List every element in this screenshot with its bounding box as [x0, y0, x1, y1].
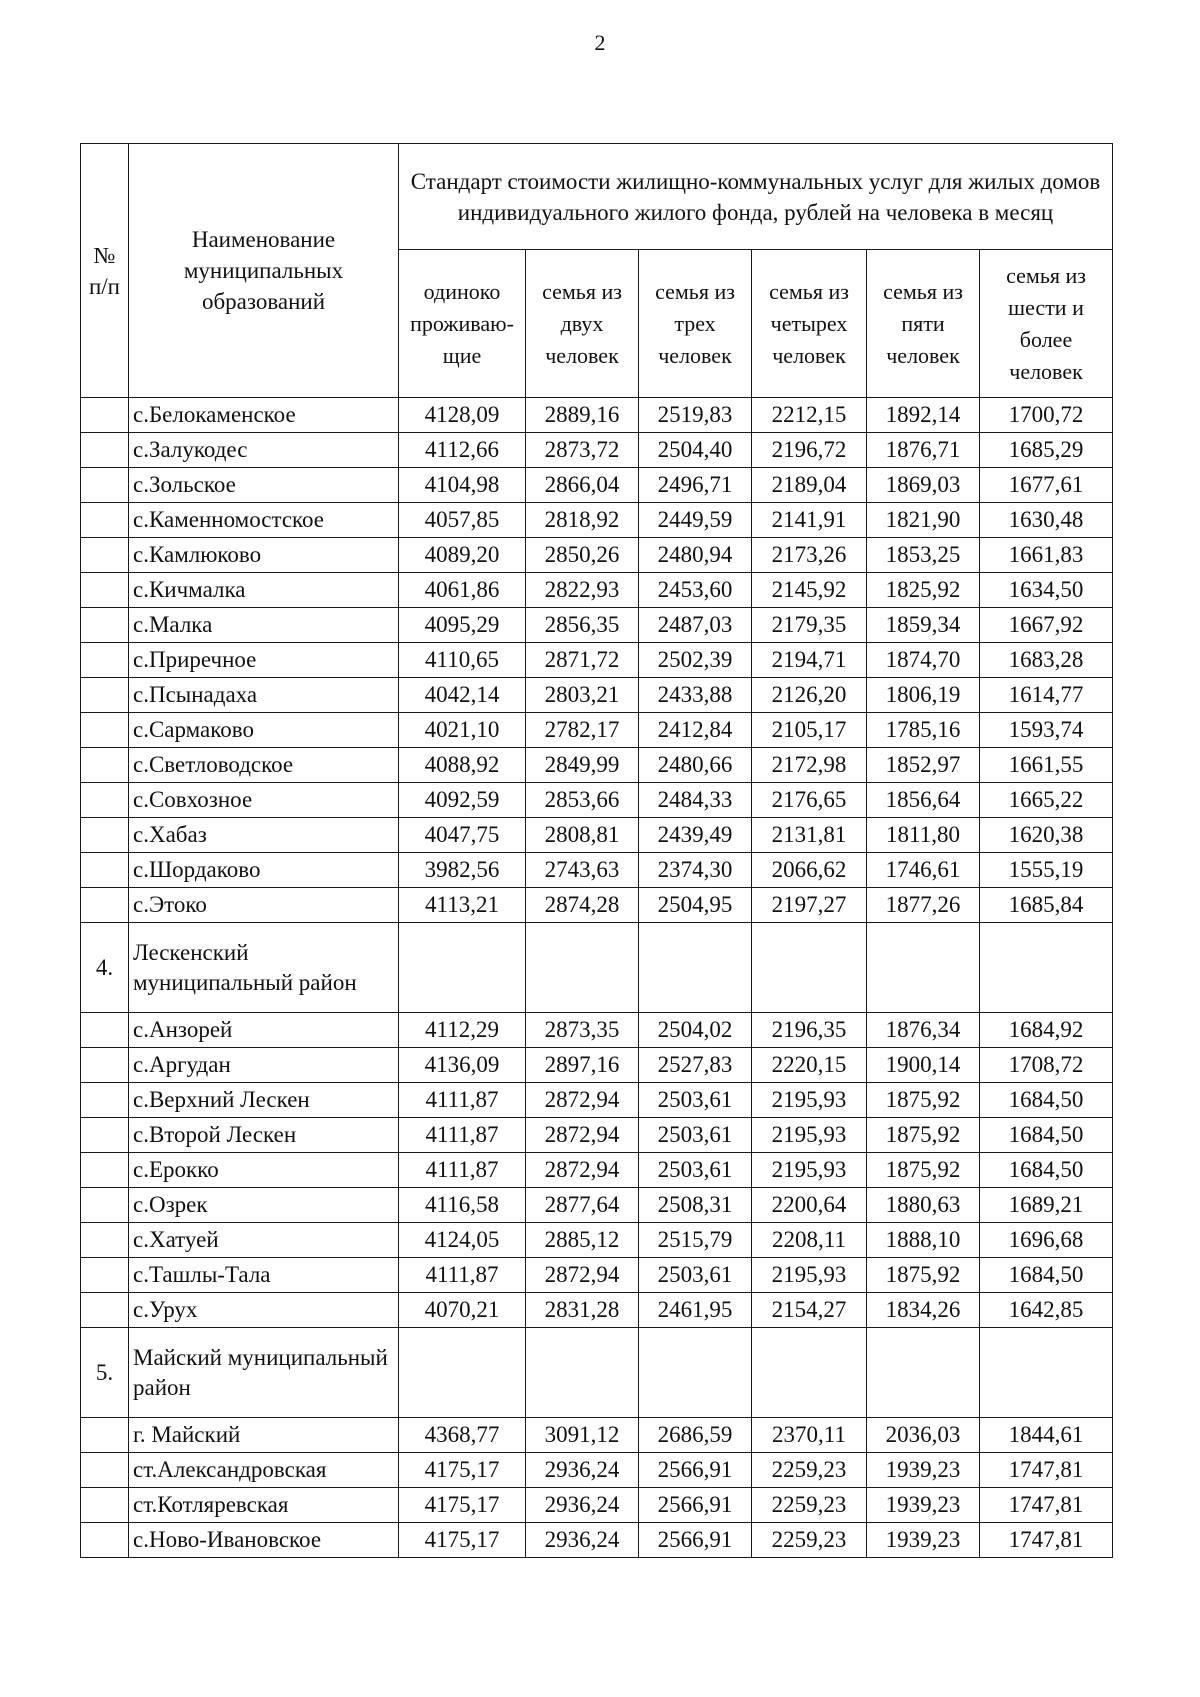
value-cell: 2566,91 [639, 1488, 752, 1523]
value-cell: 2872,94 [526, 1118, 639, 1153]
value-cell: 2504,95 [639, 888, 752, 923]
sub-header-family-4: семья из четырех человек [752, 250, 867, 398]
table-row [81, 433, 1113, 468]
value-cell: 2439,49 [639, 818, 752, 853]
value-cell: 2480,66 [639, 748, 752, 783]
table-row [81, 1223, 1113, 1258]
value-cell: 1900,14 [867, 1048, 980, 1083]
value-cell: 2212,15 [752, 398, 867, 433]
settlement-name-cell: ст.Александровская [129, 1453, 399, 1488]
value-cell: 4021,10 [399, 713, 526, 748]
value-cell [752, 1328, 867, 1418]
value-cell: 4113,21 [399, 888, 526, 923]
settlement-name-cell: с.Шордаково [129, 853, 399, 888]
row-number-cell [81, 398, 129, 433]
table-row [81, 1418, 1113, 1453]
value-cell: 1684,50 [980, 1258, 1113, 1293]
row-number-cell [81, 573, 129, 608]
value-cell: 2519,83 [639, 398, 752, 433]
value-cell [980, 1328, 1113, 1418]
value-cell: 4112,29 [399, 1013, 526, 1048]
value-cell: 1875,92 [867, 1083, 980, 1118]
row-number-cell [81, 1453, 129, 1488]
value-cell: 1614,77 [980, 678, 1113, 713]
value-cell: 1939,23 [867, 1523, 980, 1558]
table-row [81, 1153, 1113, 1188]
table-row [81, 573, 1113, 608]
settlement-name-cell: с.Малка [129, 608, 399, 643]
value-cell: 2196,35 [752, 1013, 867, 1048]
value-cell: 2220,15 [752, 1048, 867, 1083]
value-cell: 2496,71 [639, 468, 752, 503]
value-cell: 2461,95 [639, 1293, 752, 1328]
value-cell: 1747,81 [980, 1523, 1113, 1558]
value-cell: 2200,64 [752, 1188, 867, 1223]
value-cell [639, 1328, 752, 1418]
value-cell: 2936,24 [526, 1488, 639, 1523]
settlement-name-cell: с.Хабаз [129, 818, 399, 853]
settlement-name-cell: с.Приречное [129, 643, 399, 678]
value-cell: 1684,50 [980, 1118, 1113, 1153]
value-cell: 2866,04 [526, 468, 639, 503]
table-row [81, 1488, 1113, 1523]
table-row [81, 818, 1113, 853]
value-cell: 1685,84 [980, 888, 1113, 923]
table-row [81, 1258, 1113, 1293]
value-cell: 1821,90 [867, 503, 980, 538]
value-cell: 2259,23 [752, 1488, 867, 1523]
table-row [81, 888, 1113, 923]
value-cell: 2484,33 [639, 783, 752, 818]
value-cell: 4104,98 [399, 468, 526, 503]
value-cell: 2872,94 [526, 1083, 639, 1118]
table-row [81, 608, 1113, 643]
value-cell: 2208,11 [752, 1223, 867, 1258]
value-cell: 1630,48 [980, 503, 1113, 538]
value-cell: 2856,35 [526, 608, 639, 643]
table-row [81, 748, 1113, 783]
value-cell: 1875,92 [867, 1258, 980, 1293]
value-cell: 1874,70 [867, 643, 980, 678]
row-number-cell [81, 678, 129, 713]
value-cell: 1696,68 [980, 1223, 1113, 1258]
value-cell: 2885,12 [526, 1223, 639, 1258]
district-name-cell: Майский муниципальный район [129, 1328, 399, 1418]
value-cell: 1888,10 [867, 1223, 980, 1258]
value-cell [867, 923, 980, 1013]
value-cell: 1939,23 [867, 1488, 980, 1523]
value-cell: 4110,65 [399, 643, 526, 678]
cost-standard-header: Стандарт стоимости жилищно-коммунальных услуг для жилых домов индивидуального жилого фонда, рублей на человека в месяц [399, 144, 1113, 250]
value-cell: 4042,14 [399, 678, 526, 713]
sub-header-family-2: семья из двух человек [526, 250, 639, 398]
value-cell: 2686,59 [639, 1418, 752, 1453]
value-cell: 4175,17 [399, 1488, 526, 1523]
value-cell: 1689,21 [980, 1188, 1113, 1223]
settlement-name-cell: с.Ерокко [129, 1153, 399, 1188]
row-number-cell [81, 1258, 129, 1293]
value-cell: 2874,28 [526, 888, 639, 923]
value-cell: 1785,16 [867, 713, 980, 748]
value-cell: 1806,19 [867, 678, 980, 713]
value-cell: 2449,59 [639, 503, 752, 538]
value-cell: 4175,17 [399, 1523, 526, 1558]
value-cell: 2503,61 [639, 1083, 752, 1118]
row-number-cell [81, 503, 129, 538]
value-cell: 2172,98 [752, 748, 867, 783]
value-cell [399, 1328, 526, 1418]
value-cell: 2871,72 [526, 643, 639, 678]
value-cell: 1620,38 [980, 818, 1113, 853]
row-number-cell [81, 538, 129, 573]
value-cell: 1684,92 [980, 1013, 1113, 1048]
settlement-name-cell: с.Этоко [129, 888, 399, 923]
value-cell: 2822,93 [526, 573, 639, 608]
value-cell: 2176,65 [752, 783, 867, 818]
settlement-name-cell: с.Хатуей [129, 1223, 399, 1258]
value-cell: 4092,59 [399, 783, 526, 818]
row-number-cell [81, 1013, 129, 1048]
row-number-cell [81, 433, 129, 468]
value-cell: 2743,63 [526, 853, 639, 888]
settlement-name-cell: с.Ново-Ивановское [129, 1523, 399, 1558]
value-cell: 1859,34 [867, 608, 980, 643]
settlement-name-cell: с.Сармаково [129, 713, 399, 748]
table-row [81, 1188, 1113, 1223]
value-cell: 2936,24 [526, 1453, 639, 1488]
group-row [81, 923, 1113, 1013]
table-row [81, 1083, 1113, 1118]
value-cell: 2504,02 [639, 1013, 752, 1048]
value-cell [867, 1328, 980, 1418]
value-cell: 2849,99 [526, 748, 639, 783]
value-cell: 2194,71 [752, 643, 867, 678]
value-cell: 1869,03 [867, 468, 980, 503]
value-cell: 2197,27 [752, 888, 867, 923]
value-cell: 4095,29 [399, 608, 526, 643]
row-number-cell [81, 1488, 129, 1523]
value-cell: 2818,92 [526, 503, 639, 538]
value-cell: 3982,56 [399, 853, 526, 888]
value-cell: 2503,61 [639, 1258, 752, 1293]
value-cell: 4111,87 [399, 1083, 526, 1118]
value-cell: 4116,58 [399, 1188, 526, 1223]
value-cell: 2480,94 [639, 538, 752, 573]
value-cell [526, 1328, 639, 1418]
value-cell: 1875,92 [867, 1153, 980, 1188]
value-cell: 2872,94 [526, 1258, 639, 1293]
row-number-cell [81, 783, 129, 818]
value-cell: 2195,93 [752, 1118, 867, 1153]
value-cell: 4047,75 [399, 818, 526, 853]
value-cell: 2873,35 [526, 1013, 639, 1048]
value-cell: 1811,80 [867, 818, 980, 853]
settlement-name-cell: с.Совхозное [129, 783, 399, 818]
table-body [81, 398, 1113, 1558]
value-cell: 4128,09 [399, 398, 526, 433]
value-cell: 1844,61 [980, 1418, 1113, 1453]
row-number-cell [81, 1153, 129, 1188]
value-cell: 1683,28 [980, 643, 1113, 678]
table-row [81, 538, 1113, 573]
value-cell: 4111,87 [399, 1153, 526, 1188]
value-cell: 2433,88 [639, 678, 752, 713]
value-cell: 4089,20 [399, 538, 526, 573]
value-cell: 4368,77 [399, 1418, 526, 1453]
value-cell: 1634,50 [980, 573, 1113, 608]
value-cell: 2502,39 [639, 643, 752, 678]
value-cell: 2189,04 [752, 468, 867, 503]
table-row [81, 503, 1113, 538]
value-cell: 1834,26 [867, 1293, 980, 1328]
value-cell: 1876,34 [867, 1013, 980, 1048]
value-cell: 2503,61 [639, 1153, 752, 1188]
value-cell: 2508,31 [639, 1188, 752, 1223]
row-number-cell [81, 853, 129, 888]
value-cell: 4124,05 [399, 1223, 526, 1258]
value-cell: 2831,28 [526, 1293, 639, 1328]
value-cell: 4057,85 [399, 503, 526, 538]
value-cell: 2803,21 [526, 678, 639, 713]
sub-header-family-6plus: семья из шести и более человек [980, 250, 1113, 398]
table-row [81, 1118, 1113, 1153]
value-cell: 1856,64 [867, 783, 980, 818]
value-cell: 4175,17 [399, 1453, 526, 1488]
table-row [81, 643, 1113, 678]
row-number-cell [81, 888, 129, 923]
value-cell: 2141,91 [752, 503, 867, 538]
table-row [81, 1453, 1113, 1488]
row-number-cell: 5. [81, 1328, 129, 1418]
settlement-name-cell: с.Белокаменское [129, 398, 399, 433]
settlement-name-cell: с.Второй Лескен [129, 1118, 399, 1153]
value-cell: 1939,23 [867, 1453, 980, 1488]
value-cell: 2259,23 [752, 1523, 867, 1558]
value-cell: 1852,97 [867, 748, 980, 783]
settlement-name-cell: ст.Котляревская [129, 1488, 399, 1523]
settlement-name-cell: с.Каменномостское [129, 503, 399, 538]
settlement-name-cell: с.Урух [129, 1293, 399, 1328]
value-cell [526, 923, 639, 1013]
value-cell: 1880,63 [867, 1188, 980, 1223]
value-cell: 2196,72 [752, 433, 867, 468]
value-cell: 2566,91 [639, 1523, 752, 1558]
row-number-cell [81, 818, 129, 853]
value-cell: 2853,66 [526, 783, 639, 818]
sub-header-single: одиноко проживаю-щие [399, 250, 526, 398]
col-num-header: № п/п [81, 144, 129, 398]
value-cell: 1747,81 [980, 1453, 1113, 1488]
value-cell: 2145,92 [752, 573, 867, 608]
value-cell: 2195,93 [752, 1153, 867, 1188]
value-cell: 2173,26 [752, 538, 867, 573]
value-cell: 2412,84 [639, 713, 752, 748]
table-row [81, 783, 1113, 818]
value-cell: 2877,64 [526, 1188, 639, 1223]
settlement-name-cell: с.Псынадаха [129, 678, 399, 713]
row-number-cell [81, 1523, 129, 1558]
value-cell: 4088,92 [399, 748, 526, 783]
value-cell: 1642,85 [980, 1293, 1113, 1328]
value-cell: 2897,16 [526, 1048, 639, 1083]
table-row [81, 468, 1113, 503]
table-row [81, 1293, 1113, 1328]
row-number-cell [81, 1293, 129, 1328]
value-cell: 2873,72 [526, 433, 639, 468]
value-cell: 4111,87 [399, 1118, 526, 1153]
value-cell: 1593,74 [980, 713, 1113, 748]
table-row [81, 1523, 1113, 1558]
value-cell: 2872,94 [526, 1153, 639, 1188]
value-cell: 2126,20 [752, 678, 867, 713]
value-cell: 1700,72 [980, 398, 1113, 433]
row-number-cell [81, 1083, 129, 1118]
value-cell: 1853,25 [867, 538, 980, 573]
row-number-cell [81, 1188, 129, 1223]
col-name-header: Наименование муниципальных образований [129, 144, 399, 398]
value-cell: 4112,66 [399, 433, 526, 468]
value-cell: 1876,71 [867, 433, 980, 468]
value-cell: 1877,26 [867, 888, 980, 923]
page-number: 2 [594, 30, 606, 55]
value-cell: 2527,83 [639, 1048, 752, 1083]
value-cell: 2105,17 [752, 713, 867, 748]
table-row [81, 1048, 1113, 1083]
table-row [81, 398, 1113, 433]
value-cell: 4111,87 [399, 1258, 526, 1293]
row-number-cell [81, 1223, 129, 1258]
value-cell: 4070,21 [399, 1293, 526, 1328]
value-cell: 1747,81 [980, 1488, 1113, 1523]
value-cell [752, 923, 867, 1013]
value-cell: 2259,23 [752, 1453, 867, 1488]
value-cell: 2453,60 [639, 573, 752, 608]
table-row [81, 678, 1113, 713]
value-cell: 2503,61 [639, 1118, 752, 1153]
settlement-name-cell: с.Камлюково [129, 538, 399, 573]
sub-header-family-5: семья из пяти человек [867, 250, 980, 398]
value-cell: 1684,50 [980, 1083, 1113, 1118]
sub-header-family-3: семья из трех человек [639, 250, 752, 398]
group-row [81, 1328, 1113, 1418]
row-number-cell [81, 1048, 129, 1083]
value-cell: 1875,92 [867, 1118, 980, 1153]
value-cell: 2808,81 [526, 818, 639, 853]
value-cell: 2566,91 [639, 1453, 752, 1488]
row-number-cell: 4. [81, 923, 129, 1013]
row-number-cell [81, 468, 129, 503]
value-cell: 1667,92 [980, 608, 1113, 643]
value-cell: 2936,24 [526, 1523, 639, 1558]
value-cell: 2179,35 [752, 608, 867, 643]
value-cell: 2370,11 [752, 1418, 867, 1453]
settlement-name-cell: с.Кичмалка [129, 573, 399, 608]
row-number-cell [81, 1418, 129, 1453]
value-cell: 2131,81 [752, 818, 867, 853]
row-number-cell [81, 713, 129, 748]
value-cell: 2036,03 [867, 1418, 980, 1453]
settlement-name-cell: г. Майский [129, 1418, 399, 1453]
settlement-name-cell: с.Аргудан [129, 1048, 399, 1083]
value-cell: 2154,27 [752, 1293, 867, 1328]
value-cell: 1555,19 [980, 853, 1113, 888]
value-cell: 2487,03 [639, 608, 752, 643]
value-cell: 1661,55 [980, 748, 1113, 783]
value-cell: 1685,29 [980, 433, 1113, 468]
value-cell [980, 923, 1113, 1013]
settlement-name-cell: с.Светловодское [129, 748, 399, 783]
value-cell: 2515,79 [639, 1223, 752, 1258]
value-cell: 2889,16 [526, 398, 639, 433]
table-row [81, 713, 1113, 748]
value-cell: 2782,17 [526, 713, 639, 748]
tariff-table [80, 143, 1113, 1558]
value-cell: 4061,86 [399, 573, 526, 608]
value-cell: 1661,83 [980, 538, 1113, 573]
settlement-name-cell: с.Залукодес [129, 433, 399, 468]
settlement-name-cell: с.Зольское [129, 468, 399, 503]
value-cell: 2066,62 [752, 853, 867, 888]
value-cell [399, 923, 526, 1013]
value-cell: 2504,40 [639, 433, 752, 468]
row-number-cell [81, 608, 129, 643]
settlement-name-cell: с.Верхний Лескен [129, 1083, 399, 1118]
value-cell: 2850,26 [526, 538, 639, 573]
value-cell: 1684,50 [980, 1153, 1113, 1188]
row-number-cell [81, 643, 129, 678]
row-number-cell [81, 1118, 129, 1153]
value-cell: 2195,93 [752, 1258, 867, 1293]
settlement-name-cell: с.Анзорей [129, 1013, 399, 1048]
value-cell: 1825,92 [867, 573, 980, 608]
value-cell: 1746,61 [867, 853, 980, 888]
value-cell: 3091,12 [526, 1418, 639, 1453]
settlement-name-cell: с.Ташлы-Тала [129, 1258, 399, 1293]
value-cell: 1892,14 [867, 398, 980, 433]
value-cell: 2195,93 [752, 1083, 867, 1118]
value-cell: 1708,72 [980, 1048, 1113, 1083]
table-row [81, 1013, 1113, 1048]
value-cell: 1665,22 [980, 783, 1113, 818]
row-number-cell [81, 748, 129, 783]
value-cell: 1677,61 [980, 468, 1113, 503]
table-row [81, 853, 1113, 888]
value-cell: 2374,30 [639, 853, 752, 888]
value-cell [639, 923, 752, 1013]
district-name-cell: Лескенский муниципальный район [129, 923, 399, 1013]
value-cell: 4136,09 [399, 1048, 526, 1083]
settlement-name-cell: с.Озрек [129, 1188, 399, 1223]
